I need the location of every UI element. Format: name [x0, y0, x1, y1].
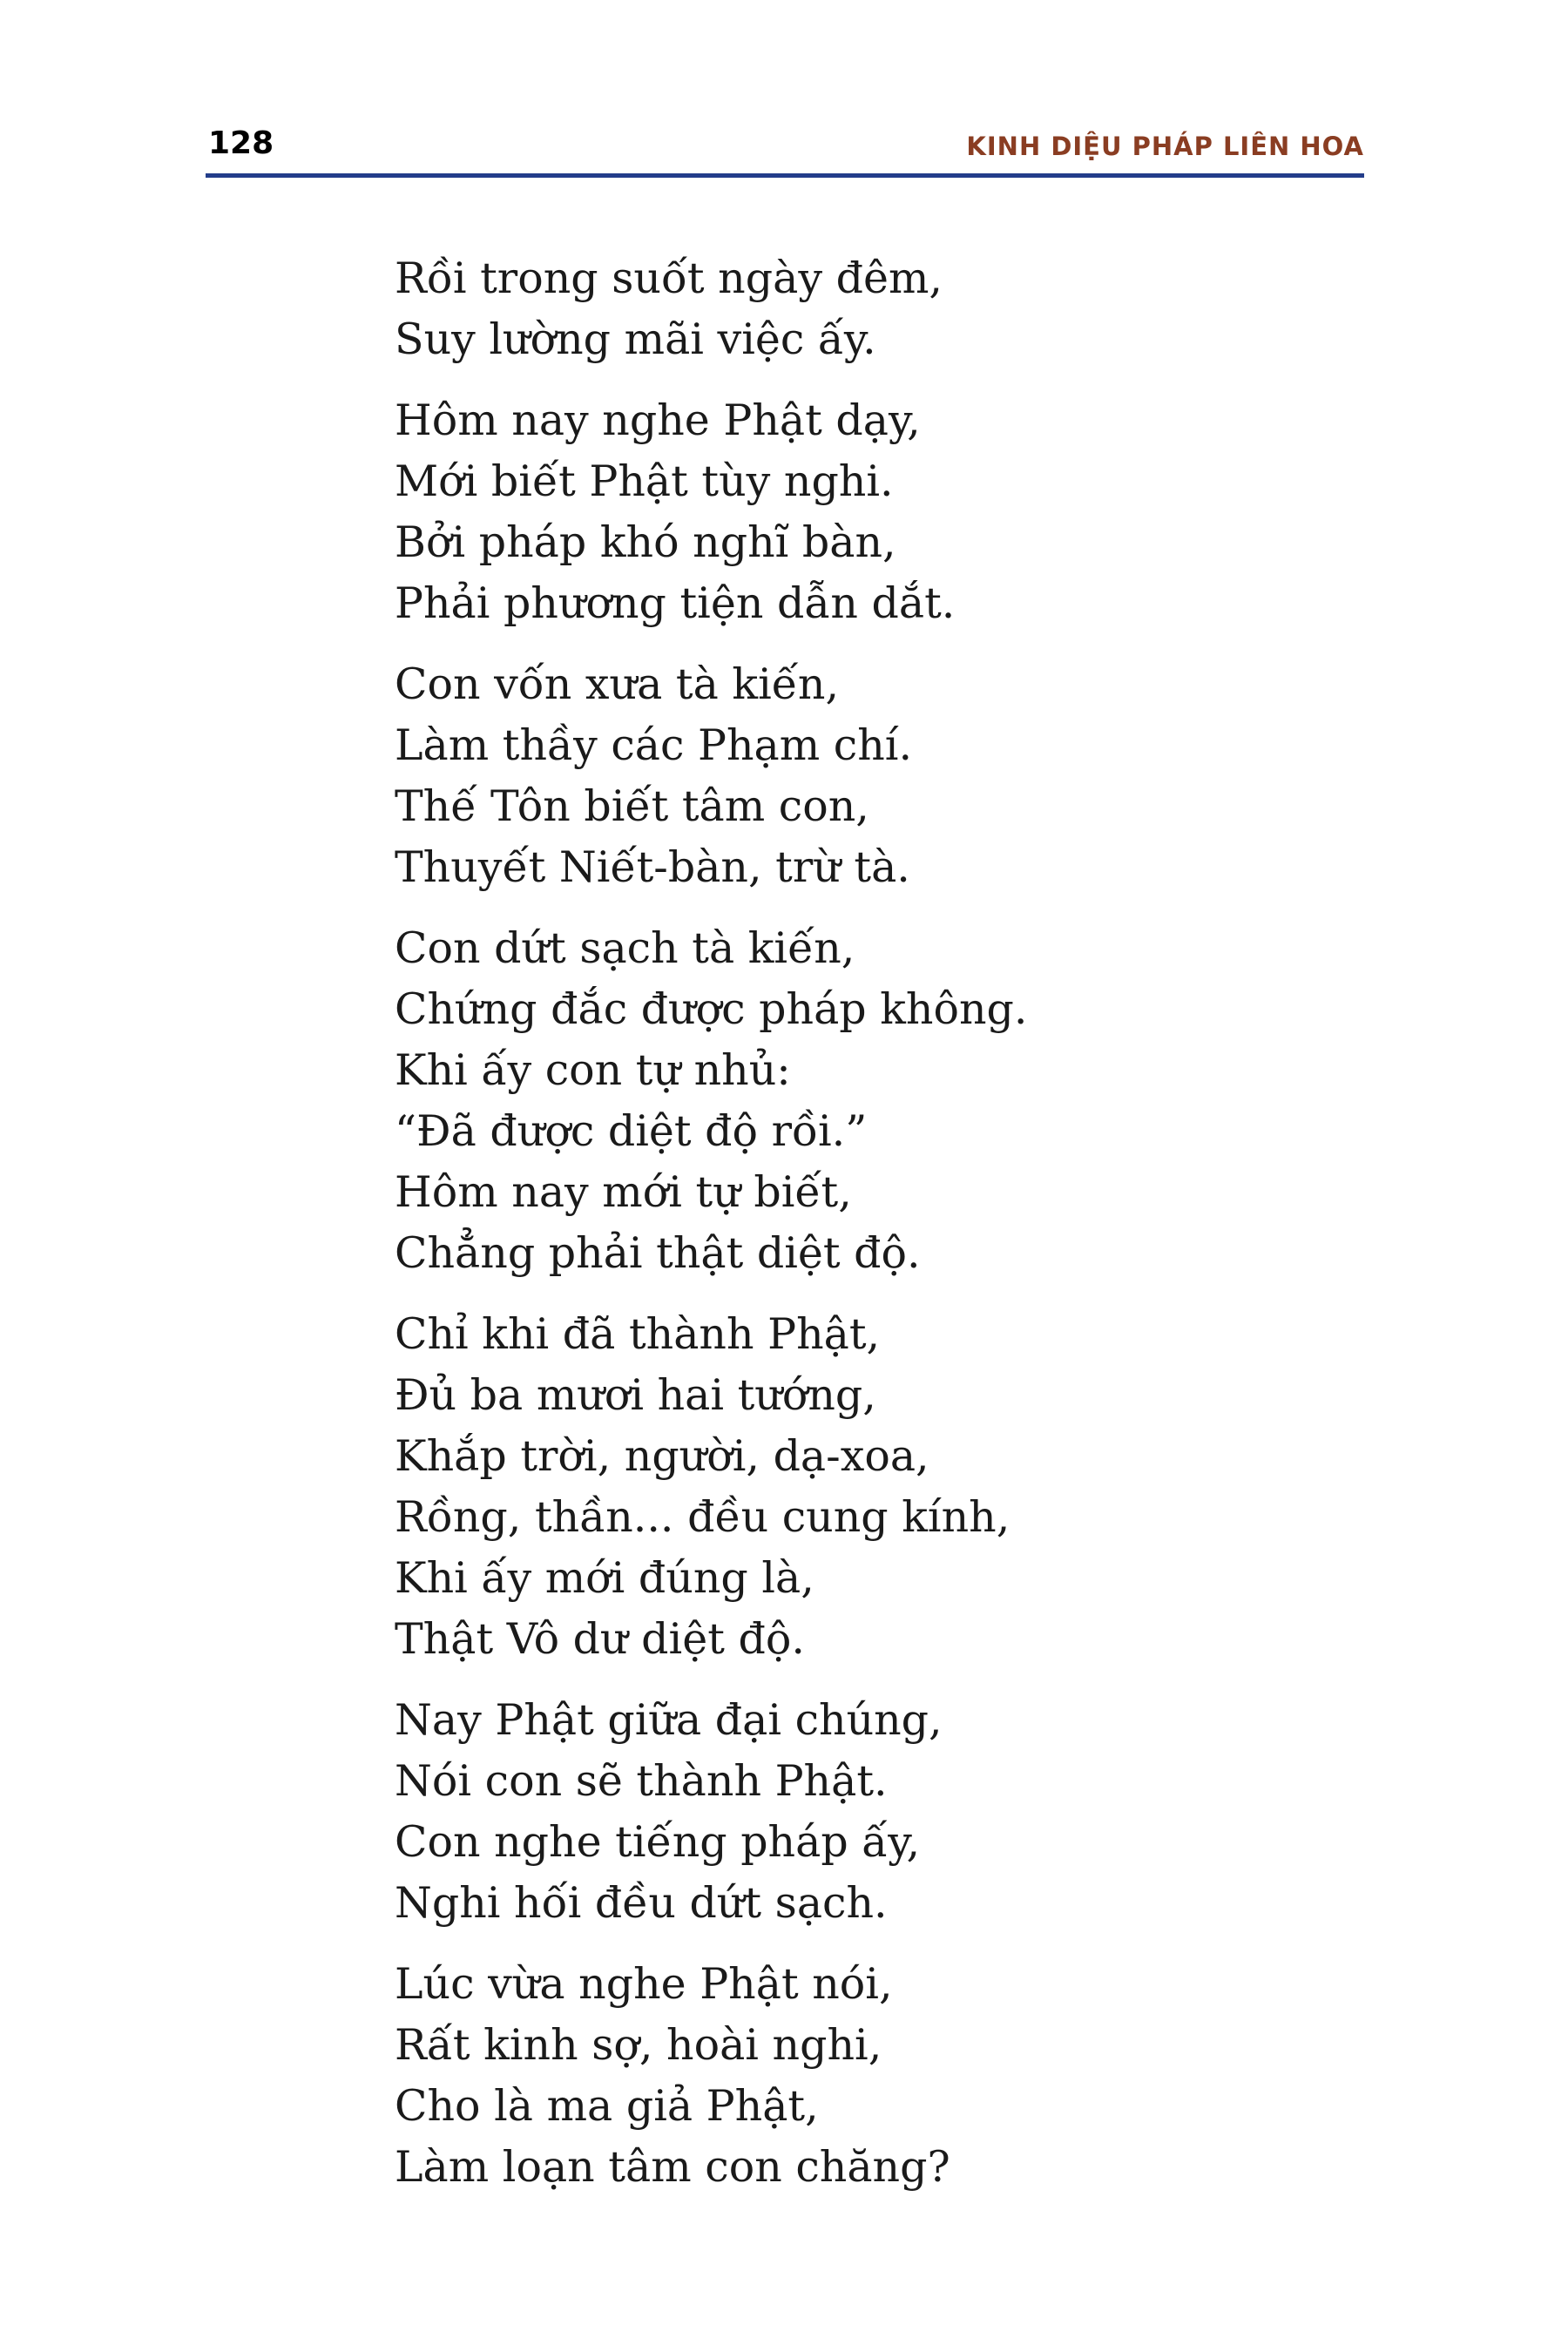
verse-line: Suy lường mãi việc ấy.	[395, 314, 876, 364]
stanza	[395, 1304, 1353, 1670]
poem-body	[395, 248, 1353, 2218]
verse-line: Lúc vừa nghe Phật nói,	[395, 1959, 893, 2009]
verse-line: Cho là ma giả Phật,	[395, 2081, 819, 2131]
verse-line: Con nghe tiếng pháp ấy,	[395, 1817, 921, 1867]
verse-line: Khắp trời, người, dạ-xoa,	[395, 1431, 929, 1481]
verse-line: Làm loạn tâm con chăng?	[395, 2142, 950, 2192]
verse-line: Nghi hối đều dứt sạch.	[395, 1878, 888, 1928]
verse-line: Đủ ba mươi hai tướng,	[395, 1370, 876, 1420]
verse-line: Thật Vô dư diệt độ.	[395, 1614, 805, 1664]
verse-line: Nay Phật giữa đại chúng,	[395, 1695, 943, 1745]
page-number: 128	[208, 125, 274, 161]
verse-line: Chứng đắc được pháp không.	[395, 984, 1028, 1034]
stanza	[395, 248, 1353, 370]
verse-line: Mới biết Phật tùy nghi.	[395, 456, 894, 506]
verse-line: Bởi pháp khó nghĩ bàn,	[395, 517, 896, 567]
verse-line: Nói con sẽ thành Phật.	[395, 1756, 888, 1806]
verse-line: Hôm nay mới tự biết,	[395, 1167, 852, 1217]
header-rule	[206, 173, 1364, 178]
stanza	[395, 1690, 1353, 1934]
stanza	[395, 654, 1353, 898]
verse-line: Thế Tôn biết tâm con,	[395, 781, 869, 831]
verse-line: Rất kinh sợ, hoài nghi,	[395, 2020, 882, 2070]
verse-line: Rồi trong suốt ngày đêm,	[395, 253, 943, 303]
verse-line: “Đã được diệt độ rồi.”	[395, 1106, 868, 1156]
verse-line: Khi ấy mới đúng là,	[395, 1553, 814, 1603]
verse-line: Con dứt sạch tà kiến,	[395, 923, 855, 973]
verse-line: Chỉ khi đã thành Phật,	[395, 1309, 881, 1359]
running-title: KINH DIỆU PHÁP LIÊN HOA	[966, 132, 1364, 161]
stanza	[395, 390, 1353, 634]
verse-line: Chẳng phải thật diệt độ.	[395, 1228, 921, 1278]
verse-line: Hôm nay nghe Phật dạy,	[395, 395, 921, 445]
verse-line: Khi ấy con tự nhủ:	[395, 1045, 791, 1095]
stanza	[395, 918, 1353, 1284]
verse-line: Rồng, thần... đều cung kính,	[395, 1492, 1010, 1542]
verse-line: Phải phương tiện dẫn dắt.	[395, 578, 956, 628]
verse-line: Làm thầy các Phạm chí.	[395, 720, 913, 770]
stanza	[395, 1954, 1353, 2198]
page-header	[206, 121, 1364, 173]
verse-line: Con vốn xưa tà kiến,	[395, 659, 840, 709]
verse-line: Thuyết Niết-bàn, trừ tà.	[395, 842, 910, 892]
